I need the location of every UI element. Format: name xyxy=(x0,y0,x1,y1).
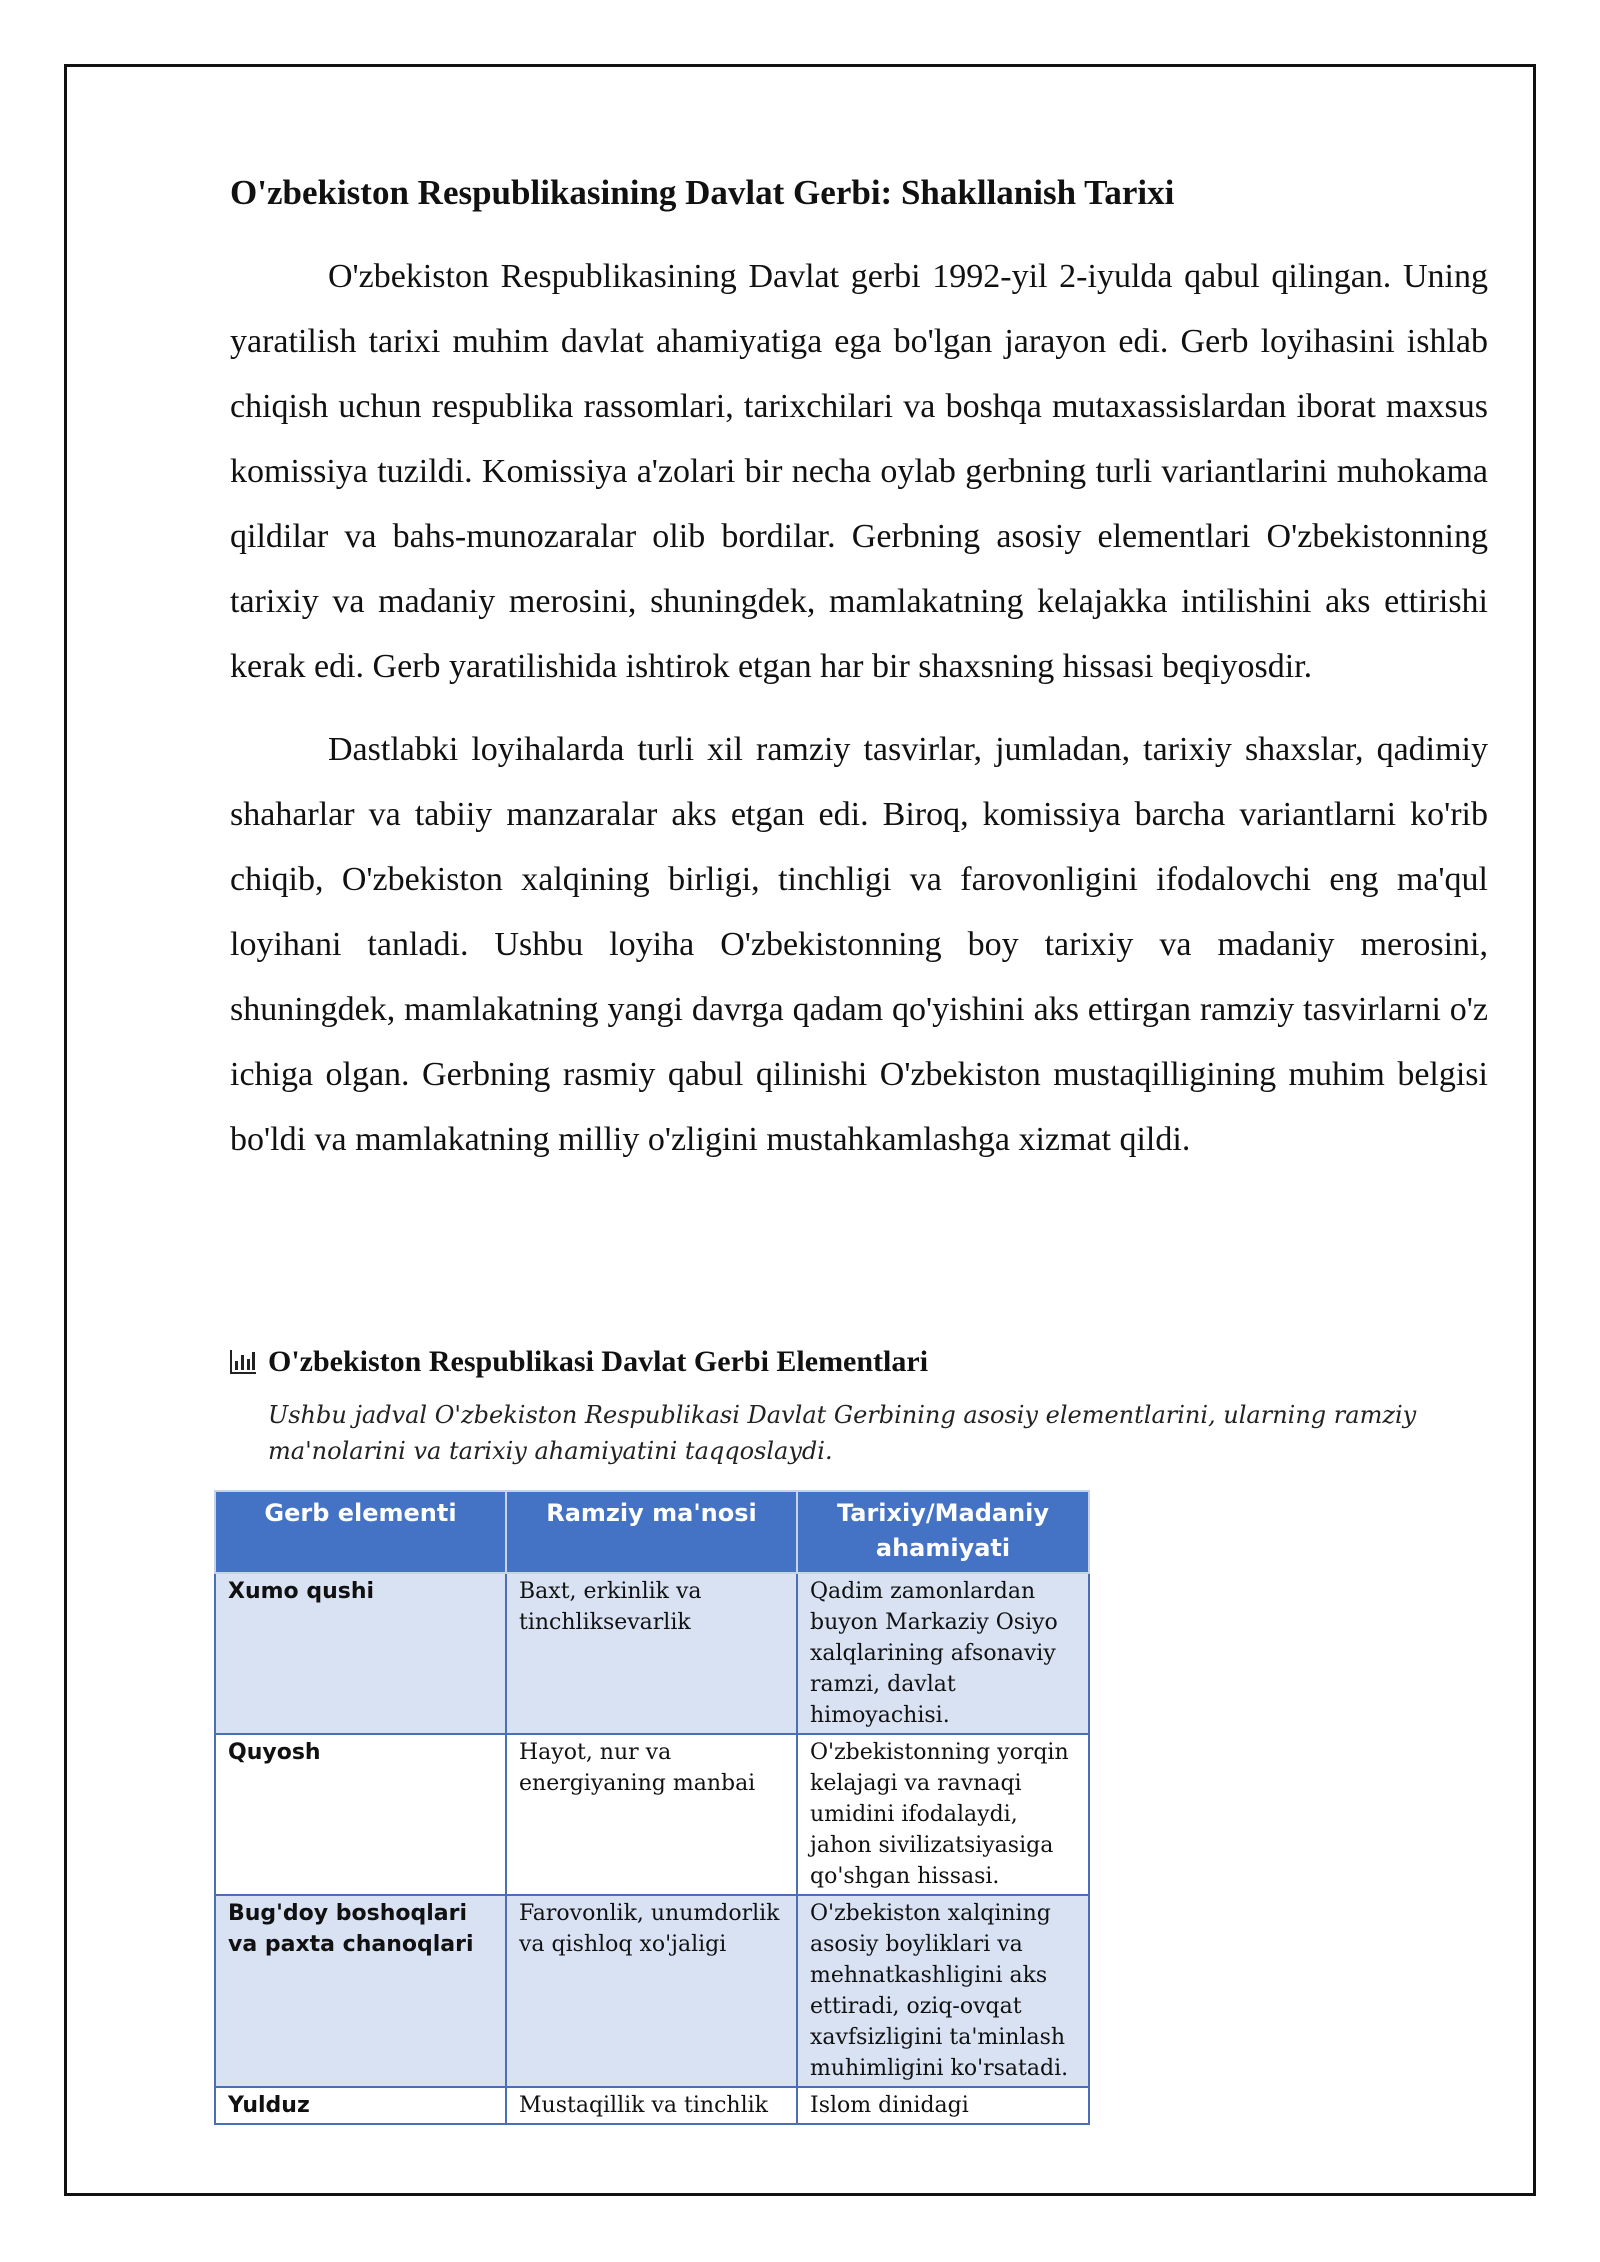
table-row xyxy=(215,1895,1089,2087)
paragraph-2: Dastlabki loyihalarda turli xil ramziy tasvirlar, jumladan, tarixiy shaxslar, qadimiy shaharlar va tabiiy manzaralar aks etgan edi. Biroq, komissiya barcha variantlarni ko'rib chiqib, O'zbekiston xalqining birligi, tinchligi va farovonligini ifodalovchi eng ma'qul loyihani tanladi. Ushbu loyiha O'zbekistonning boy tarixiy va madaniy merosini, shuningdek, mamlakatning yangi davrga qadam qo'yishini aks ettirgan ramziy tasvirlarni o'z ichiga olgan. Gerbning rasmiy qabul qilinishi O'zbekiston mustaqilligining muhim belgisi bo'ldi va mamlakatning milliy o'zligini mustahkamlashga xizmat qildi. xyxy=(230,730,1488,1158)
element-name-cell: Yulduz xyxy=(215,2087,506,2124)
document-body xyxy=(230,170,1488,1190)
column-header: Ramziy ma'nosi xyxy=(506,1491,797,1573)
meaning-cell: Hayot, nur va energiyaning manbai xyxy=(506,1734,797,1895)
table-row xyxy=(215,1734,1089,1895)
table-row xyxy=(215,1573,1089,1734)
significance-cell: O'zbekiston xalqining asosiy boyliklari va mehnatkashligini aks ettiradi, oziq-ovqat xavfsizligini ta'minlash muhimligini ko'rsatadi. xyxy=(797,1895,1089,2087)
element-name-cell: Xumo qushi xyxy=(215,1573,506,1734)
element-name-cell: Bug'doy boshoqlari va paxta chanoqlari xyxy=(215,1895,506,2087)
column-header: Tarixiy/Madaniy ahamiyati xyxy=(797,1491,1089,1573)
table-caption: Ushbu jadval O'zbekiston Respublikasi Davlat Gerbining asosiy elementlarini, ularning ramziy ma'nolarini va tarixiy ahamiyatini taqqoslaydi. xyxy=(268,1401,1417,1465)
bar-chart-icon xyxy=(230,1350,256,1374)
significance-cell: Qadim zamonlardan buyon Markaziy Osiyo xalqlarining afsonaviy ramzi, davlat himoyachisi. xyxy=(797,1573,1089,1734)
paragraph-1: O'zbekiston Respublikasining Davlat gerbi 1992-yil 2-iyulda qabul qilingan. Uning yaratilish tarixi muhim davlat ahamiyatiga ega bo'lgan jarayon edi. Gerb loyihasini ishlab chiqish uchun respublika rassomlari, tarixchilari va boshqa mutaxassislardan iborat maxsus komissiya tuzildi. Komissiya a'zolari bir necha oylab gerbning turli variantlarini muhokama qildilar va bahs-munozaralar olib bordilar. Gerbning asosiy elementlari O'zbekistonning tarixiy va madaniy merosini, shuningdek, mamlakatning kelajakka intilishini aks ettirishi kerak edi. Gerb yaratilishida ishtirok etgan har bir shaxsning hissasi beqiyosdir. xyxy=(230,257,1488,685)
table-header-row xyxy=(215,1491,1089,1573)
significance-cell: O'zbekistonning yorqin kelajagi va ravnaqi umidini ifodalaydi, jahon sivilizatsiyasiga qo'shgan hissasi. xyxy=(797,1734,1089,1895)
significance-cell: Islom dinidagi xyxy=(797,2087,1089,2124)
element-name-cell: Quyosh xyxy=(215,1734,506,1895)
column-header: Gerb elementi xyxy=(215,1491,506,1573)
table-heading-text: O'zbekiston Respublikasi Davlat Gerbi Elementlari xyxy=(268,1345,929,1378)
meaning-cell: Mustaqillik va tinchlik xyxy=(506,2087,797,2124)
table-heading xyxy=(230,1345,1488,1379)
table-row xyxy=(215,2087,1089,2124)
elements-table xyxy=(214,1490,1090,2125)
meaning-cell: Farovonlik, unumdorlik va qishloq xo'jaligi xyxy=(506,1895,797,2087)
page-title: O'zbekiston Respublikasining Davlat Gerbi: Shakllanish Tarixi xyxy=(230,173,1175,212)
meaning-cell: Baxt, erkinlik va tinchliksevarlik xyxy=(506,1573,797,1734)
table-section xyxy=(228,1345,1488,2118)
